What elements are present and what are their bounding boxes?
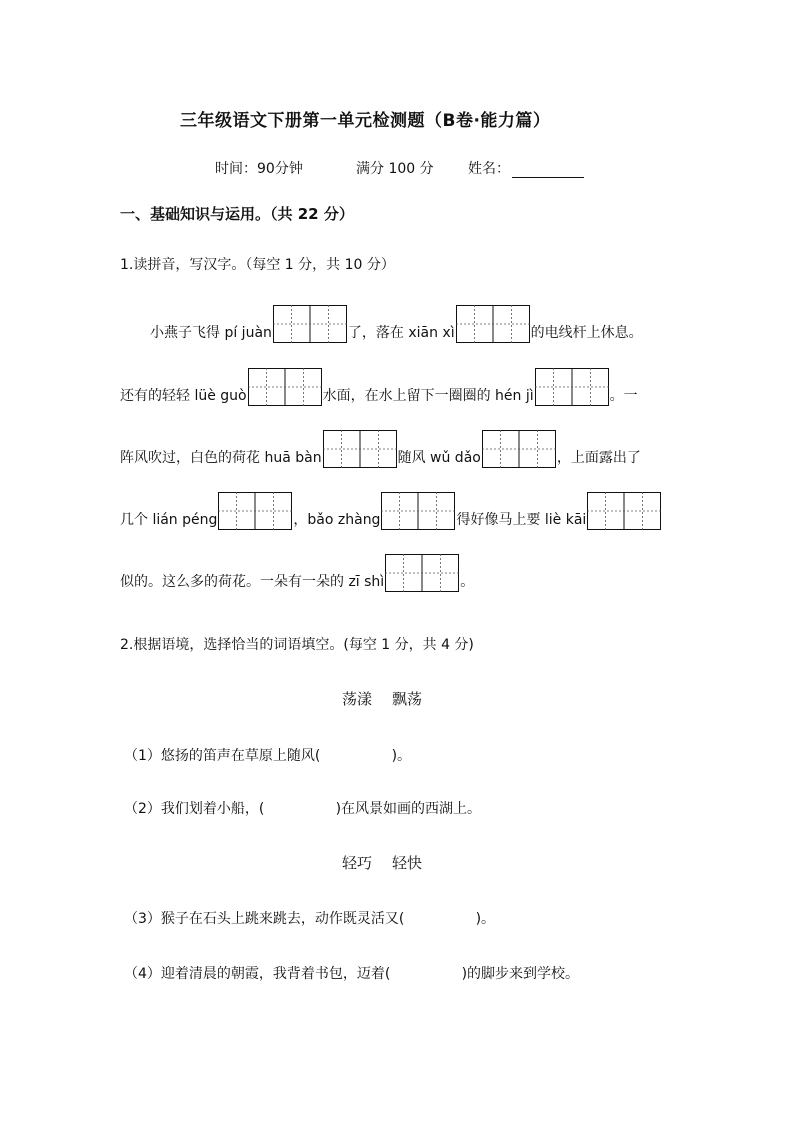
q1-line-3 [120,430,641,468]
name-blank[interactable] [512,163,584,178]
name-field[interactable] [468,158,584,178]
option-word: 飘荡 [392,690,423,708]
tianzi-grid[interactable] [218,492,292,530]
q2-title: 2.根据语境，选择恰当的词语填空。(每空 1 分，共 4 分) [120,637,474,653]
q1-line-3-seg-1: 阵风吹过，白色的荷花 huā bàn [120,450,322,466]
q2-item-4[interactable]: （4）迎着清晨的朝霞，我背着书包，迈着( )的脚步来到学校。 [124,966,580,982]
tianzi-grid[interactable] [381,492,455,530]
tianzi-grid[interactable] [248,368,322,406]
q1-line-1-seg-3: 的电线杆上休息。 [530,325,643,341]
q1-line-2-seg-2: 水面，在水上留下一圈圈的 hén jì [322,388,534,404]
q2-item-2[interactable]: （2）我们划着小船，( )在风景如画的西湖上。 [124,801,482,817]
q2-options-2 [332,852,432,873]
tianzi-grid[interactable] [482,430,556,468]
q1-line-1-seg-1: 小燕子飞得 pí juàn [150,325,272,341]
q1-line-3-seg-3: ，上面露出了 [556,450,641,466]
tianzi-grid[interactable] [535,368,609,406]
q2-options-1 [332,688,432,709]
q1-line-4-seg-1: 几个 lián péng [120,512,218,528]
option-word: 荡漾 [342,690,373,708]
page-title: 三年级语文下册第一单元检测题（B卷·能力篇） [180,111,551,131]
q1-line-5-seg-1: 似的。这么多的荷花。一朵有一朵的 zī shì [120,574,385,590]
option-word: 轻巧 [342,854,373,872]
q1-line-2 [120,368,638,406]
tianzi-grid[interactable] [323,430,397,468]
q1-line-2-seg-3: 。一 [609,388,638,404]
q1-line-1 [150,305,643,343]
q1-line-4 [120,492,662,530]
section-1-heading: 一、基础知识与运用。（共 22 分） [120,205,354,223]
option-word: 轻快 [392,854,423,872]
tianzi-grid[interactable] [587,492,661,530]
tianzi-grid[interactable] [456,305,530,343]
tianzi-grid[interactable] [385,554,459,592]
q1-line-4-seg-2: ，bǎo zhàng [293,512,381,528]
tianzi-grid[interactable] [273,305,347,343]
name-label: 姓名： [468,161,510,177]
q1-line-5 [120,554,474,592]
q1-line-3-seg-2: 随风 wǔ dǎo [397,450,481,466]
q1-line-2-seg-1: 还有的轻轻 lüè guò [120,388,247,404]
score-info: 满分 100 分 [356,161,434,177]
time-info: 时间：90分钟 [215,161,303,177]
q1-line-1-seg-2: 了，落在 xiān xì [347,325,455,341]
q1-line-4-seg-3: 得好像马上要 liè kāi [456,512,587,528]
q2-item-3[interactable]: （3）猴子在石头上跳来跳去，动作既灵活又( )。 [124,911,496,927]
q1-title: 1.读拼音，写汉字。（每空 1 分，共 10 分） [120,257,395,273]
q2-item-1[interactable]: （1）悠扬的笛声在草原上随风( )。 [124,748,412,764]
q1-line-5-seg-2: 。 [460,574,475,590]
